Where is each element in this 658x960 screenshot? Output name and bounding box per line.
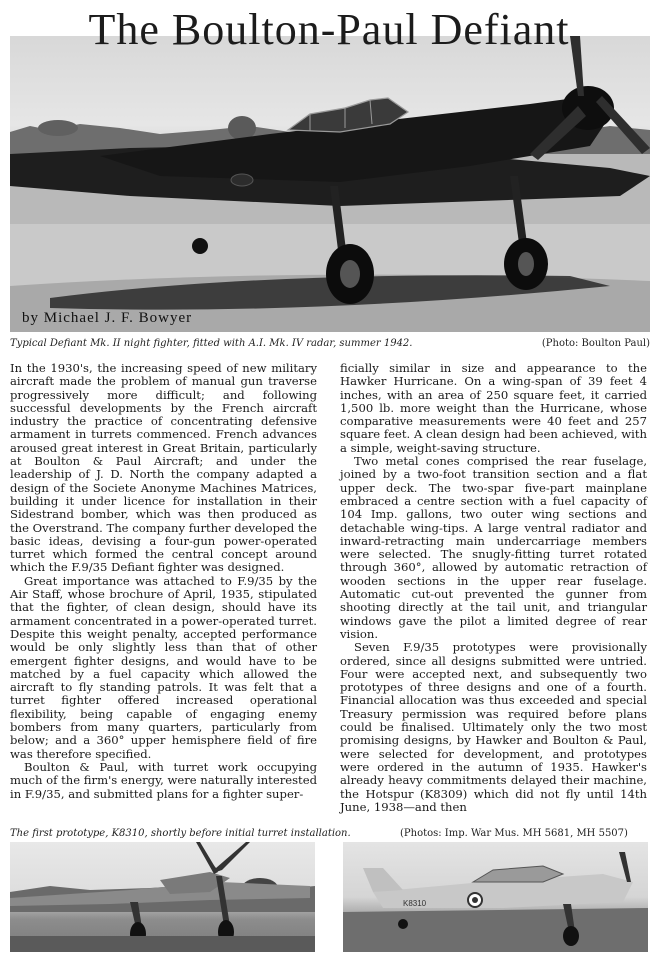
defiant-night-fighter-image <box>10 36 650 332</box>
author-byline: by Michael J. F. Bowyer <box>22 310 193 326</box>
hero-caption-row <box>10 338 650 349</box>
article-right-column <box>340 362 647 814</box>
fuselage-serial: K8310 <box>403 899 427 908</box>
prototype-photo-front <box>10 842 315 952</box>
article-left-column <box>10 362 317 801</box>
paragraph: In the 1930's, the increasing speed of new military aircraft made the problem of manual gun traverse progressively more difficult; and following successful developments by the French aircraft industry the practice of concentrating defensive armament in turrets commenced. French advances aroused great interest in Great Britain, particularly at Boulton & Paul Aircraft; and under the leadership of J. D. North the company adapted a design of the Societe Anonyme Machines Matrices, building it under licence for installation in their Sidestrand bomber, which was then produced as the Overstrand. The company further developed the basic ideas, devising a four-gun power-operated turret which formed the central concept around which the F.9/35 Defiant fighter was designed. <box>10 361 317 575</box>
prototype-photo-credit: (Photos: Imp. War Mus. MH 5681, MH 5507) <box>400 828 628 839</box>
paragraph: Great importance was attached to F.9/35 by the Air Staff, whose brochure of April, 1935, stipulated that the fighter, of clean design, should have its armament concentrated in a power-operated turret. Despite this weight penalty, accepted performance would be only slightly less than that of other emergent fighter designs, and would have to be matched by a fuel capacity which allowed the aircraft to fly standing patrols. It was felt that a turret fighter offered increased operational flexibility, being capable of engaging enemy bombers from many quarters, particularly from below; and a 360° upper hemisphere field of fire was therefore specified. <box>10 573 317 761</box>
prototype-side-image <box>343 842 648 952</box>
prototype-photo-side <box>343 842 648 952</box>
paragraph: Seven F.9/35 prototypes were provisionally ordered, since all designs submitted were untried. Four were accepted next, and subsequently two prototypes of three designs and one of a fourth. Financial allocation was thus exceeded and special Treasury permission was required before plans could be finalised. Ultimately only the two most promising designs, by Hawker and Boulton & Paul, were selected for development, and prototypes were ordered in the autumn of 1935. Hawker's already heavy commitments delayed their machine, the Hotspur (K8309) which did not fly until 14th June, 1938—and then <box>340 640 647 814</box>
prototype-caption: The first prototype, K8310, shortly before initial turret installation. <box>10 828 351 839</box>
paragraph: Two metal cones comprised the rear fuselage, joined by a two-foot transition section and a flat upper deck. The two-spar five-part mainplane embraced a centre section with a fuel capacity of 104 Imp. gallons, two outer wing sections and detachable wing-tips. A large ventral radiator and inward-retracting main undercarriage members were selected. The snugly-fitting turret rotated through 360°, allowed by automatic retraction of wooden sections in the upper rear fuselage. Automatic cut-out prevented the gunner from shooting directly at the tail unit, and triangular windows gave the pilot a limited degree of rear vision. <box>340 454 647 641</box>
hero-photo <box>10 36 650 332</box>
paragraph: Boulton & Paul, with turret work occupying much of the firm's energy, were naturally interested in F.9/35, and submitted plans for a fighter super- <box>10 759 317 801</box>
paragraph: ficially similar in size and appearance to the Hawker Hurricane. On a wing-span of 39 feet 4 inches, with an area of 250 square feet, it carried 1,500 lb. more weight than the Hurricane, whose comparative measurements were 40 feet and 257 square feet. A clean design had been achieved, with a simple, weight-saving structure. <box>340 361 647 455</box>
hero-caption: Typical Defiant Mk. II night fighter, fitted with A.I. Mk. IV radar, summer 1942. <box>10 338 413 349</box>
article-title: The Boulton-Paul Defiant <box>88 5 570 54</box>
prototype-front-image <box>10 842 315 952</box>
hero-photo-credit: (Photo: Boulton Paul) <box>541 338 650 349</box>
